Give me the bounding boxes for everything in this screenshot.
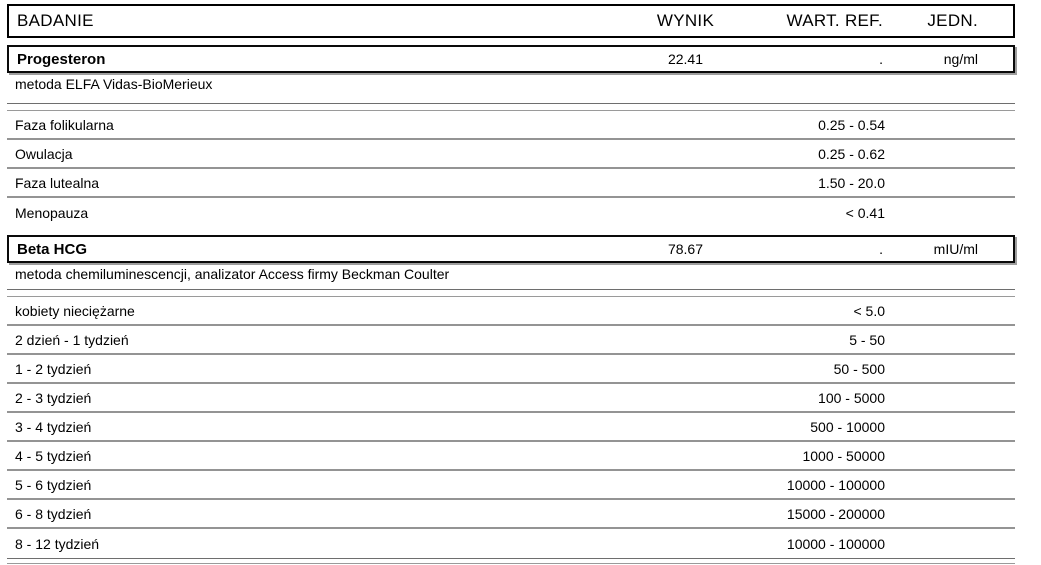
range-label: 3 - 4 tydzień [15,418,92,435]
range-value: 100 - 5000 [818,389,885,406]
header-col-test: BADANIE [17,11,94,30]
test-result-value: 78.67 [667,241,704,257]
test-method: metoda ELFA Vidas-BioMerieux [15,76,213,92]
range-label: 4 - 5 tydzień [15,447,92,464]
range-label: 6 - 8 tydzień [15,505,92,522]
range-row [7,140,1015,169]
range-value: < 5.0 [853,302,885,319]
range-row [7,529,1015,558]
range-value: 0.25 - 0.62 [818,145,885,162]
test-unit: mIU/ml [933,241,978,257]
range-row [7,198,1015,227]
test-ref-value: . [879,241,883,257]
range-label: 2 dzień - 1 tydzień [15,331,129,348]
header-col-ref: WART. REF. [786,11,883,30]
test-ref-value: . [879,51,883,67]
range-value: 15000 - 200000 [786,505,885,522]
range-row [7,471,1015,500]
range-label: Menopauza [15,204,89,221]
range-value: 10000 - 100000 [786,535,885,552]
range-label: 8 - 12 tydzień [15,535,100,552]
test-result-row [7,235,1015,263]
range-label: Faza lutealna [15,174,100,191]
range-row [7,169,1015,198]
test-name: Progesteron [17,50,106,68]
range-label: Owulacja [15,145,73,162]
range-value: 1000 - 50000 [802,447,885,464]
range-value: 500 - 10000 [810,418,885,435]
range-label: 1 - 2 tydzień [15,360,92,377]
range-row [7,442,1015,471]
range-value: < 0.41 [845,204,885,221]
range-row [7,384,1015,413]
range-label: kobiety nieciężarne [15,302,135,319]
range-label: 2 - 3 tydzień [15,389,92,406]
header-col-result: WYNIK [656,11,715,30]
range-value: 10000 - 100000 [786,476,885,493]
test-section-beta-hcg [0,235,1041,564]
double-separator [7,103,1015,111]
double-separator [7,558,1015,564]
range-value: 0.25 - 0.54 [818,116,885,133]
header-col-unit: JEDN. [927,11,978,30]
range-row [7,326,1015,355]
test-name: Beta HCG [17,240,88,258]
test-unit: ng/ml [943,51,978,67]
range-row [7,111,1015,140]
range-label: Faza folikularna [15,116,114,133]
range-value: 5 - 50 [849,331,885,348]
range-row [7,500,1015,529]
test-result-value: 22.41 [667,51,704,67]
test-result-row [7,45,1015,73]
range-row [7,355,1015,384]
table-header-row [7,4,1015,38]
double-separator [7,289,1015,297]
test-method: metoda chemiluminescencji, analizator Access firmy Beckman Coulter [15,266,450,282]
range-value: 1.50 - 20.0 [818,174,885,191]
range-row [7,297,1015,326]
range-label: 5 - 6 tydzień [15,476,92,493]
range-row [7,413,1015,442]
test-section-progesteron [0,45,1041,227]
range-value: 50 - 500 [833,360,885,377]
